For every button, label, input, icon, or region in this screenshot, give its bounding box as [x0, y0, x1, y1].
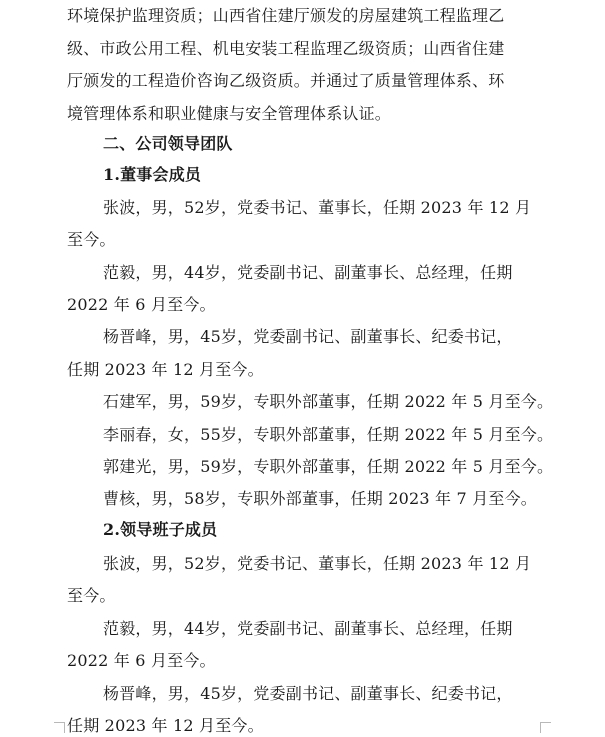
- board-entry-line: 杨晋峰，男，45岁，党委副书记、副董事长、纪委书记，: [103, 327, 513, 346]
- board-entry-line: 至今。: [67, 230, 116, 249]
- leadership-entry-line: 任期 2023 年 12 月至今。: [67, 716, 264, 735]
- page-corner-mark: [54, 722, 65, 733]
- board-entry-line: 李丽春，女，55岁，专职外部董事，任期 2022 年 5 月至今。: [103, 425, 554, 444]
- leadership-title: 2.领导班子成员: [103, 520, 218, 539]
- leadership-entry-line: 范毅，男，44岁，党委副书记、副董事长、总经理，任期: [103, 619, 513, 638]
- page-corner-mark: [540, 722, 551, 733]
- paragraph-line: 厅颁发的工程造价咨询乙级资质。并通过了质量管理体系、环: [67, 71, 505, 90]
- board-title: 1.董事会成员: [103, 165, 202, 184]
- leadership-entry-line: 至今。: [67, 586, 116, 605]
- paragraph-line: 环境保护监理资质；山西省住建厅颁发的房屋建筑工程监理乙: [67, 6, 505, 25]
- board-entry-line: 范毅，男，44岁，党委副书记、副董事长、总经理，任期: [103, 263, 513, 282]
- paragraph-line: 级、市政公用工程、机电安装工程监理乙级资质；山西省住建: [67, 39, 505, 58]
- leadership-entry-line: 2022 年 6 月至今。: [67, 651, 216, 670]
- board-entry-line: 石建军，男，59岁，专职外部董事，任期 2022 年 5 月至今。: [103, 392, 554, 411]
- leadership-entry-line: 张波，男，52岁，党委书记、董事长，任期 2023 年 12 月: [103, 554, 532, 573]
- section-heading: 二、公司领导团队: [103, 134, 233, 153]
- board-entry-line: 曹核，男，58岁，专职外部董事，任期 2023 年 7 月至今。: [103, 489, 538, 508]
- paragraph-line: 境管理体系和职业健康与安全管理体系认证。: [67, 104, 392, 123]
- leadership-entry-line: 杨晋峰，男，45岁，党委副书记、副董事长、纪委书记，: [103, 684, 513, 703]
- board-entry-line: 张波，男，52岁，党委书记、董事长，任期 2023 年 12 月: [103, 198, 532, 217]
- board-entry-line: 任期 2023 年 12 月至今。: [67, 360, 264, 379]
- board-entry-line: 2022 年 6 月至今。: [67, 295, 216, 314]
- board-entry-line: 郭建光，男，59岁，专职外部董事，任期 2022 年 5 月至今。: [103, 457, 554, 476]
